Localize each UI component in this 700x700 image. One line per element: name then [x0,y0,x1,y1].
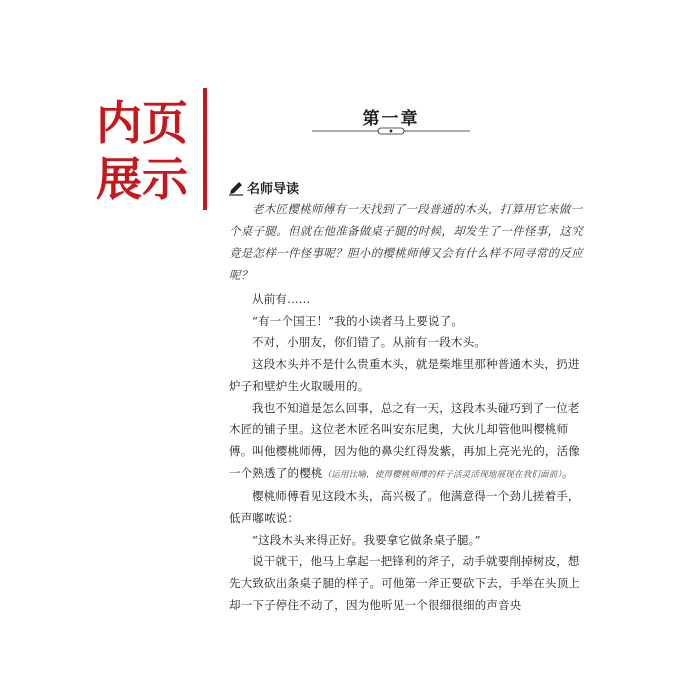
body-paragraph-7: “这段木头来得正好。我要拿它做条桌子腿。” [252,532,481,547]
intro-paragraph: 老木匠樱桃师傅有一天找到了一段普通的木头，打算用它来做一个桌子腿。但就在他准备做桌子腿的时候，却发生了一件怪事，这究竟是怎样一件怪事呢？胆小的樱桃师傅又会有什么样不同寻常的反应呢？ [229,202,583,282]
body-paragraph-5 [229,398,589,487]
annotation-note: （运用比喻，使得樱桃师傅的样子活灵活现地展现在我们面前） [322,469,562,480]
body-paragraph-2: “有一个国王！”我的小读者马上要说了。 [252,313,464,328]
page-display-badge [96,95,196,207]
body-paragraph-8: 说干就干，他马上拿起一把锋利的斧子，动手就要削掉树皮，想先大致砍出条桌子腿的样子。可他第一斧正要砍下去，手举在头顶上却一下子停住不动了，因为他听见一个很细很细的声音央 [229,554,580,612]
chapter-title: 第一章 [362,109,420,129]
teacher-intro [229,198,589,286]
chapter-body [229,289,589,617]
badge-line-2: 展示 [96,152,188,206]
title-ornament [312,127,470,135]
body-paragraph-4: 这段木头并不是什么贵重木头，就是柴堆里那种普通木头，扔进炉子和壁炉生火取暖用的。 [229,357,580,393]
red-vertical-rule [203,88,207,210]
badge-line-1: 内页 [96,96,188,150]
body-paragraph-6: 樱桃师傅看见这段木头，高兴极了。他满意得一个劲儿搓着手，低声嘟哝说： [229,489,580,526]
body-paragraph-3: 不对，小朋友，你们错了。从前有一段木头。 [252,335,486,350]
section-label: 名师导读 [247,182,300,197]
section-header [228,178,299,197]
body-paragraph-5-text: 我也不知道是怎么回事，总之有一天，这段木头碰巧到了一位老木匠的铺子里。这位老木匠名叫安东尼奥，大伙儿却管他叫樱桃师傅。叫他樱桃师傅，因为他的鼻尖红得发紫，再加上亮光光的，活像一个熟透了的樱桃 [229,400,580,480]
body-paragraph-5-end: 。 [561,465,574,480]
body-paragraph-1: 从前有…… [252,292,311,306]
pen-icon [228,180,244,196]
